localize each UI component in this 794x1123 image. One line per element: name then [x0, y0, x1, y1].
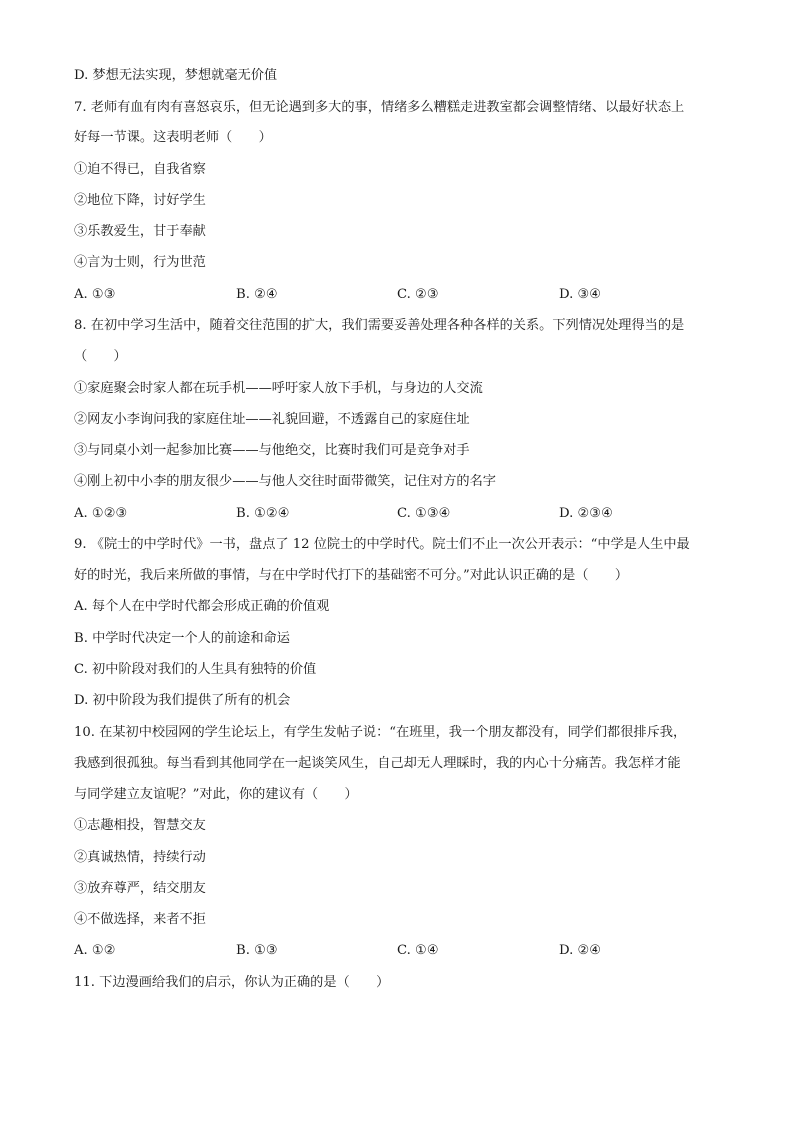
q8-options — [74, 505, 734, 523]
q8-option-b: B. ①②④ — [236, 506, 290, 521]
q9-option-c: C. 初中阶段对我们的人生具有独特的价值 — [74, 662, 317, 677]
q10-item-1: ①志趣相投，智慧交友 — [74, 818, 206, 833]
q7-options — [74, 286, 734, 304]
q7-stem-line2: 好每一节课。这表明老师（ ） — [74, 130, 272, 145]
q8-item-4: ④刚上初中小李的朋友很少——与他人交往时面带微笑，记住对方的名字 — [74, 474, 496, 489]
q10-stem-line3: 与同学建立友谊呢？”对此，你的建议有（ ） — [74, 787, 358, 802]
q9-stem-line1: 9. 《院士的中学时代》一书，盘点了 12 位院士的中学时代。院士们不止一次公开表示：“中学是人生中最 — [74, 537, 690, 552]
q7-item-1: ①迫不得已，自我省察 — [74, 162, 206, 177]
q9-option-a: A. 每个人在中学时代都会形成正确的价值观 — [74, 599, 330, 614]
q8-item-1: ①家庭聚会时家人都在玩手机——呼吁家人放下手机，与身边的人交流 — [74, 381, 483, 396]
q10-item-2: ②真诚热情，持续行动 — [74, 850, 206, 865]
q7-stem-line1: 7. 老师有血有肉有喜怒哀乐，但无论遇到多大的事，情绪多么糟糕走进教室都会调整情绪、以最好状态上 — [74, 100, 685, 115]
q8-item-3: ③与同桌小刘一起参加比赛——与他绝交，比赛时我们可是竞争对手 — [74, 443, 470, 458]
q10-option-c: C. ①④ — [397, 943, 439, 958]
q10-option-b: B. ①③ — [236, 943, 278, 958]
q7-option-c: C. ②③ — [397, 287, 439, 302]
q8-option-d: D. ②③④ — [559, 506, 613, 521]
q7-item-3: ③乐教爱生，甘于奉献 — [74, 224, 206, 239]
q11-stem-line1: 11. 下边漫画给我们的启示，你认为正确的是（ ） — [74, 975, 390, 990]
q8-stem-line2: （ ） — [74, 349, 127, 364]
q7-option-b: B. ②④ — [236, 287, 278, 302]
q10-stem-line2: 我感到很孤独。每当看到其他同学在一起谈笑风生，自己却无人理睬时，我的内心十分痛苦。我怎样才能 — [74, 756, 681, 771]
q10-item-4: ④不做选择，来者不拒 — [74, 912, 206, 927]
q7-item-2: ②地位下降，讨好学生 — [74, 193, 206, 208]
q7-option-a: A. ①③ — [74, 287, 116, 302]
q7-option-d: D. ③④ — [559, 287, 602, 302]
q8-stem-line1: 8. 在初中学习生活中，随着交往范围的扩大，我们需要妥善处理各种各样的关系。下列情况处理得当的是 — [74, 318, 685, 333]
q8-option-c: C. ①③④ — [397, 506, 451, 521]
q9-stem-line2: 好的时光，我后来所做的事情，与在中学时代打下的基础密不可分。”对此认识正确的是（ ） — [74, 568, 629, 583]
q6-option-d: D. 梦想无法实现，梦想就毫无价值 — [74, 68, 278, 83]
q10-item-3: ③放弃尊严，结交朋友 — [74, 881, 206, 896]
q7-item-4: ④言为士则，行为世范 — [74, 255, 206, 270]
q10-options — [74, 942, 734, 960]
q10-stem-line1: 10. 在某初中校园网的学生论坛上，有学生发帖子说：“在班里，我一个朋友都没有，同学们都很排斥我， — [74, 725, 687, 740]
q8-item-2: ②网友小李询问我的家庭住址——礼貌回避，不透露自己的家庭住址 — [74, 412, 470, 427]
q10-option-d: D. ②④ — [559, 943, 602, 958]
q10-option-a: A. ①② — [74, 943, 116, 958]
q9-option-d: D. 初中阶段为我们提供了所有的机会 — [74, 693, 291, 708]
q8-option-a: A. ①②③ — [74, 506, 128, 521]
q9-option-b: B. 中学时代决定一个人的前途和命运 — [74, 631, 290, 646]
